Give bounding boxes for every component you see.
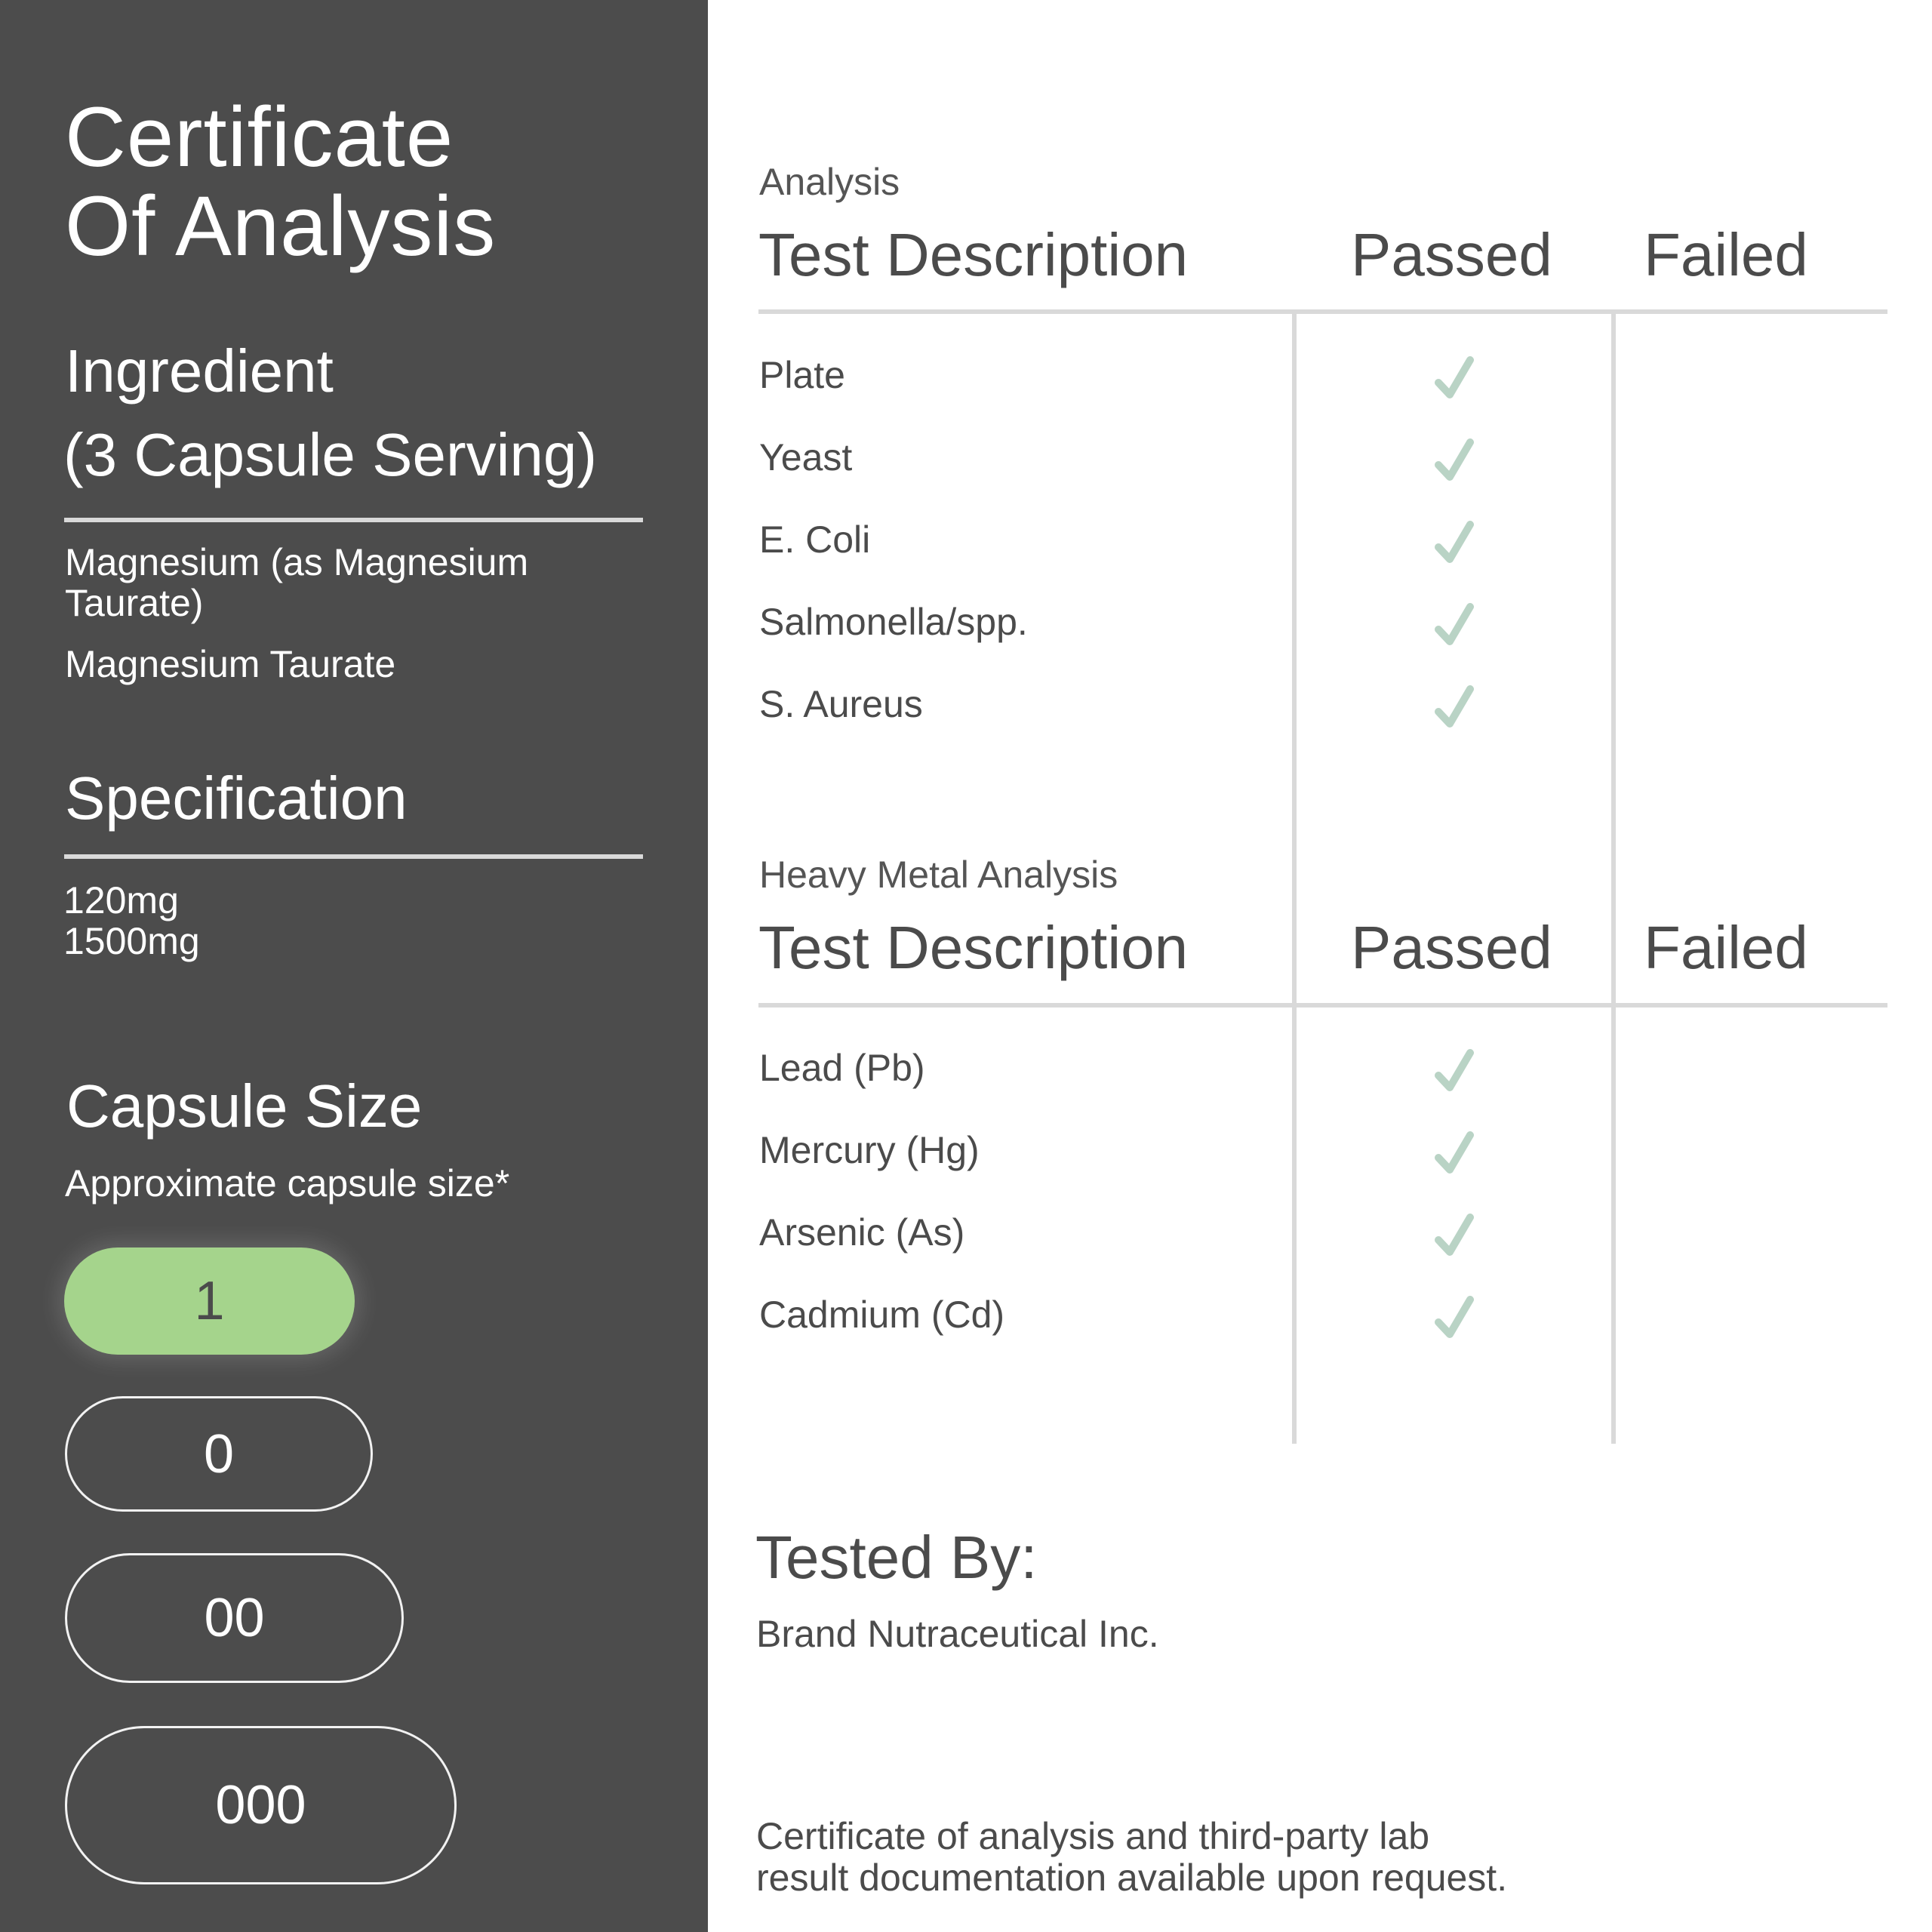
specification-heading: Specification <box>65 764 408 832</box>
capsule-size-label: 0 <box>203 1423 235 1484</box>
check-icon <box>1428 1291 1481 1343</box>
page-title-line2: Of Analysis <box>65 179 497 273</box>
sidebar-panel <box>0 0 708 1932</box>
analysis-header-rule <box>758 309 1887 314</box>
analysis-section-label: Analysis <box>759 161 900 203</box>
tested-by-value: Brand Nutraceutical Inc. <box>756 1613 1159 1655</box>
footer-note-line1: Certificate of analysis and third-party lab <box>756 1815 1430 1857</box>
heavy-metal-col-failed: Failed <box>1644 914 1808 981</box>
ingredient-heading: Ingredient <box>65 337 334 405</box>
table-row-test: E. Coli <box>759 518 871 561</box>
analysis-col-passed: Passed <box>1351 221 1552 288</box>
check-icon <box>1428 515 1481 568</box>
table-row-test: Plate <box>759 354 845 396</box>
ingredient-divider <box>64 518 643 522</box>
capsule-size-label: 1 <box>194 1271 225 1331</box>
analysis-col-test-description: Test Description <box>758 221 1189 288</box>
capsule-size-option-00[interactable] <box>65 1553 404 1683</box>
capsule-size-option-1[interactable] <box>64 1247 355 1355</box>
check-icon <box>1428 433 1481 486</box>
check-icon <box>1428 351 1481 404</box>
capsule-size-label: 000 <box>215 1775 306 1835</box>
table-row-test: Lead (Pb) <box>759 1047 925 1089</box>
check-icon <box>1428 1126 1481 1179</box>
heavy-metal-header-rule <box>758 1003 1887 1008</box>
page-title-line1: Certificate <box>65 90 454 184</box>
check-icon <box>1428 1208 1481 1261</box>
table-row-test: Yeast <box>759 436 853 478</box>
capsule-size-heading: Capsule Size <box>66 1072 423 1140</box>
specification-divider <box>64 854 643 859</box>
capsule-size-label: 00 <box>204 1588 265 1648</box>
check-icon <box>1428 598 1481 651</box>
column-divider-failed <box>1611 312 1616 1444</box>
table-row-test: Arsenic (As) <box>759 1211 965 1254</box>
specification-value: 120mg <box>63 879 179 921</box>
heavy-metal-section-label: Heavy Metal Analysis <box>759 854 1118 896</box>
capsule-size-option-000[interactable] <box>65 1726 457 1884</box>
ingredient-item: Magnesium (as Magnesium <box>65 541 529 583</box>
capsule-size-option-0[interactable] <box>65 1396 373 1512</box>
heavy-metal-col-passed: Passed <box>1351 914 1552 981</box>
ingredient-item: Magnesium Taurate <box>65 643 396 685</box>
capsule-size-subtitle: Approximate capsule size* <box>65 1162 510 1204</box>
tested-by-heading: Tested By: <box>755 1524 1038 1591</box>
footer-note-line2: result documentation available upon request. <box>756 1857 1508 1899</box>
analysis-col-failed: Failed <box>1644 221 1808 288</box>
table-row-test: Cadmium (Cd) <box>759 1294 1005 1336</box>
check-icon <box>1428 1044 1481 1097</box>
ingredient-subheading: (3 Capsule Serving) <box>63 421 597 488</box>
specification-value: 1500mg <box>63 920 200 962</box>
ingredient-item-cont: Taurate) <box>65 582 204 624</box>
table-row-test: Mercury (Hg) <box>759 1129 980 1171</box>
table-row-test: Salmonella/spp. <box>759 601 1028 643</box>
heavy-metal-col-test-description: Test Description <box>758 914 1189 981</box>
column-divider-passed <box>1292 312 1297 1444</box>
table-row-test: S. Aureus <box>759 683 923 725</box>
check-icon <box>1428 680 1481 733</box>
